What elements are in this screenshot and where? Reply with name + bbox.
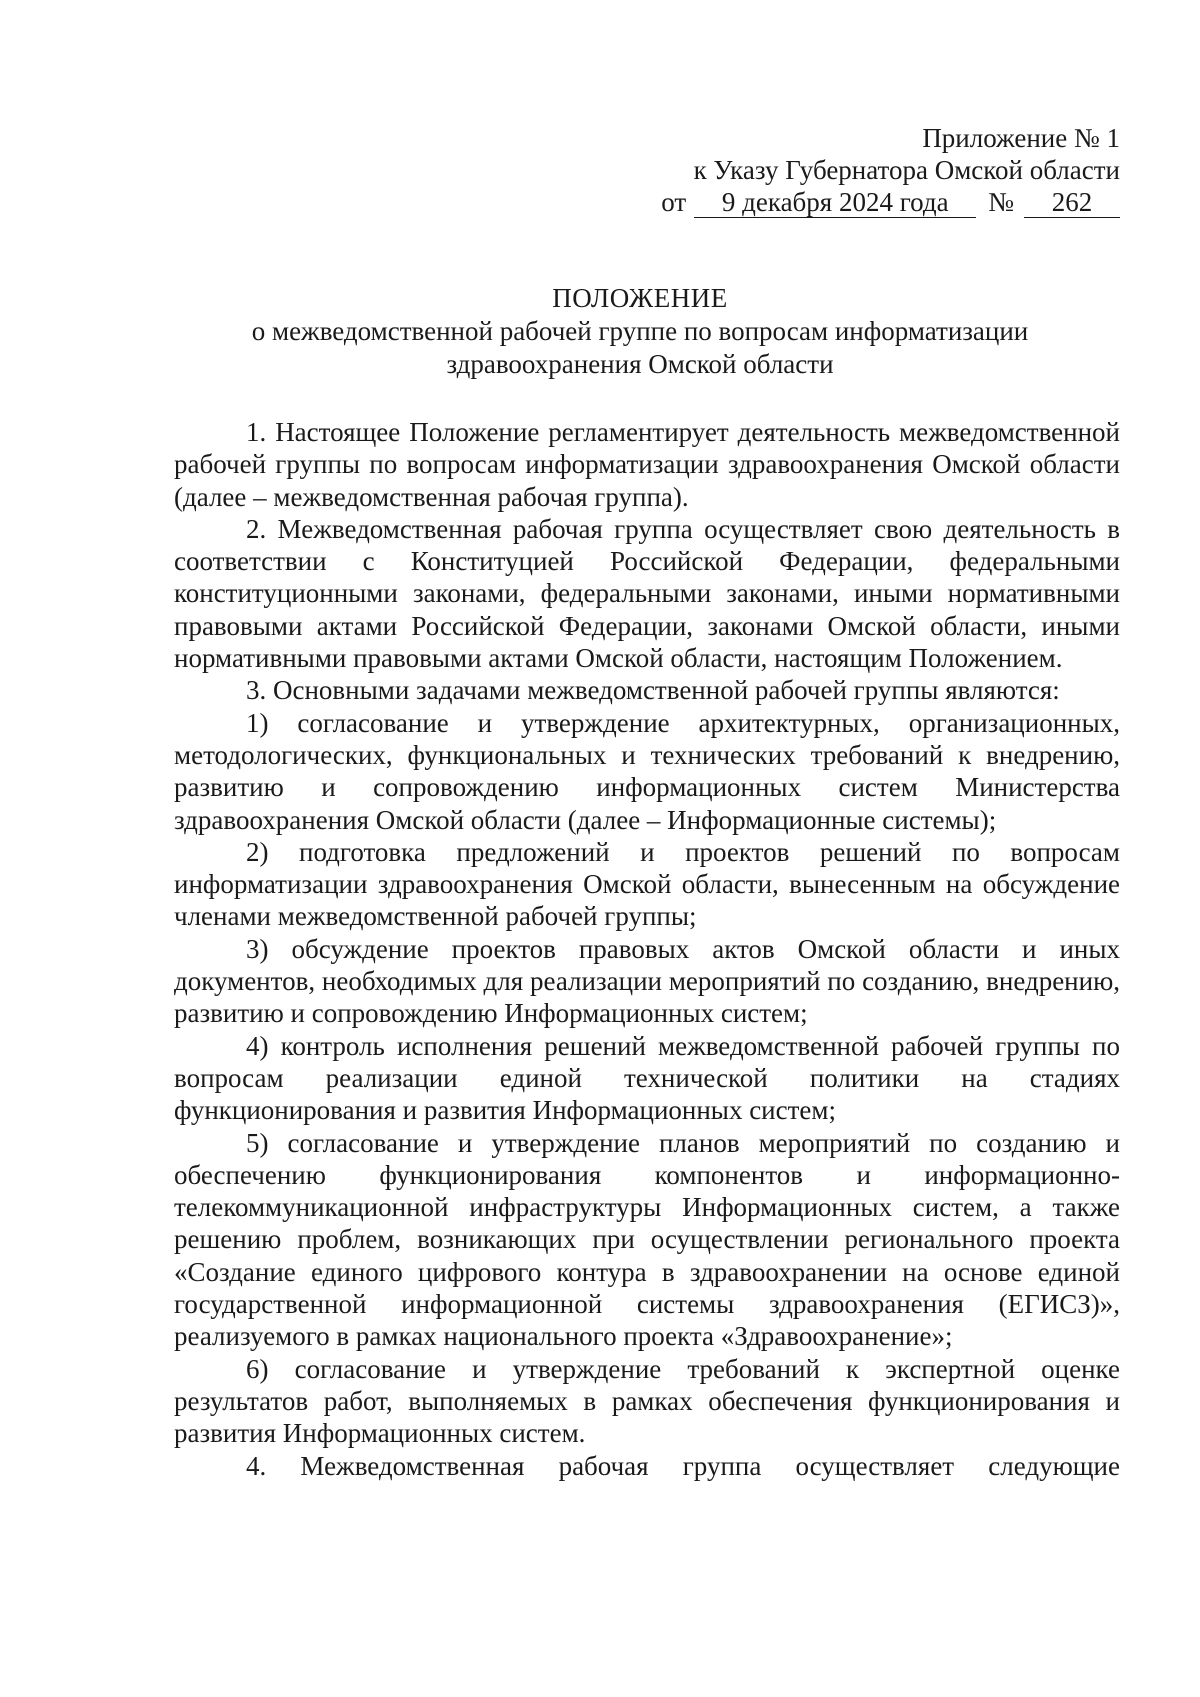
task-item-3: 3) обсуждение проектов правовых актов Омской области и иных документов, необходимых для реализации мероприятий по созданию, внедрению, развитию и сопровождению Информационных систем; — [174, 933, 1120, 1029]
task-item-1: 1) согласование и утверждение архитектурных, организационных, методологических, функциональных и технических требований к внедрению, развитию и сопровождению информационных систем Министерства здравоохранения Омской области (далее – Информационные системы); — [174, 707, 1120, 835]
decree-date: 9 декабря 2024 года — [694, 187, 976, 218]
document-heading — [160, 282, 1120, 381]
appendix-reference: к Указу Губернатора Омской области — [693, 155, 1120, 185]
task-item-4: 4) контроль исполнения решений межведомственной рабочей группы по вопросам реализации единой технической политики на стадиях функционирования и развития Информационных систем; — [174, 1030, 1120, 1126]
paragraph-2: 2. Межведомственная рабочая группа осуществляет свою деятельность в соответствии с Конституцией Российской Федерации, федеральными конституционными законами, федеральными законами, иными нормативными правовыми актами Российской Федерации, законами Омской области, иными нормативными правовыми актами Омской области, настоящим Положением. — [174, 513, 1120, 674]
appendix-number: Приложение № 1 — [922, 123, 1120, 153]
from-label: от — [661, 187, 687, 217]
document-body — [174, 416, 1120, 1482]
appendix-header — [560, 122, 1120, 218]
paragraph-1: 1. Настоящее Положение регламентирует деятельность межведомственной рабочей группы по вопросам информатизации здравоохранения Омской области (далее – межведомственная рабочая группа). — [174, 417, 1120, 512]
document-subtitle-line-1: о межведомственной рабочей группе по вопросам информатизации — [251, 316, 1029, 346]
appendix-date-line — [560, 186, 1120, 218]
task-item-5: 5) согласование и утверждение планов мероприятий по созданию и обеспечению функционирования компонентов и информационно-телекоммуникационной инфраструктуры Информационных систем, а также решению проблем, возникающих при осуществлении регионального проекта «Создание единого цифрового контура в здравоохранении на основе единой государственной информационной системы здравоохранения (ЕГИСЗ)», реализуемого в рамках национального проекта «Здравоохранение»; — [174, 1127, 1120, 1352]
paragraph-4: 4. Межведомственная рабочая группа осуществляет следующие — [246, 1450, 1120, 1481]
document-subtitle-line-2: здравоохранения Омской области — [446, 349, 834, 379]
document-title: ПОЛОЖЕНИЕ — [552, 283, 728, 313]
paragraph-3: 3. Основными задачами межведомственной рабочей группы являются: — [246, 675, 1060, 706]
decree-number: 262 — [1024, 187, 1120, 218]
task-item-2: 2) подготовка предложений и проектов решений по вопросам информатизации здравоохранения Омской области, вынесенным на обсуждение членами межведомственной рабочей группы; — [174, 836, 1120, 932]
task-item-6: 6) согласование и утверждение требований к экспертной оценке результатов работ, выполняемых в рамках обеспечения функционирования и развития Информационных систем. — [174, 1353, 1120, 1449]
number-label: № — [988, 187, 1014, 217]
